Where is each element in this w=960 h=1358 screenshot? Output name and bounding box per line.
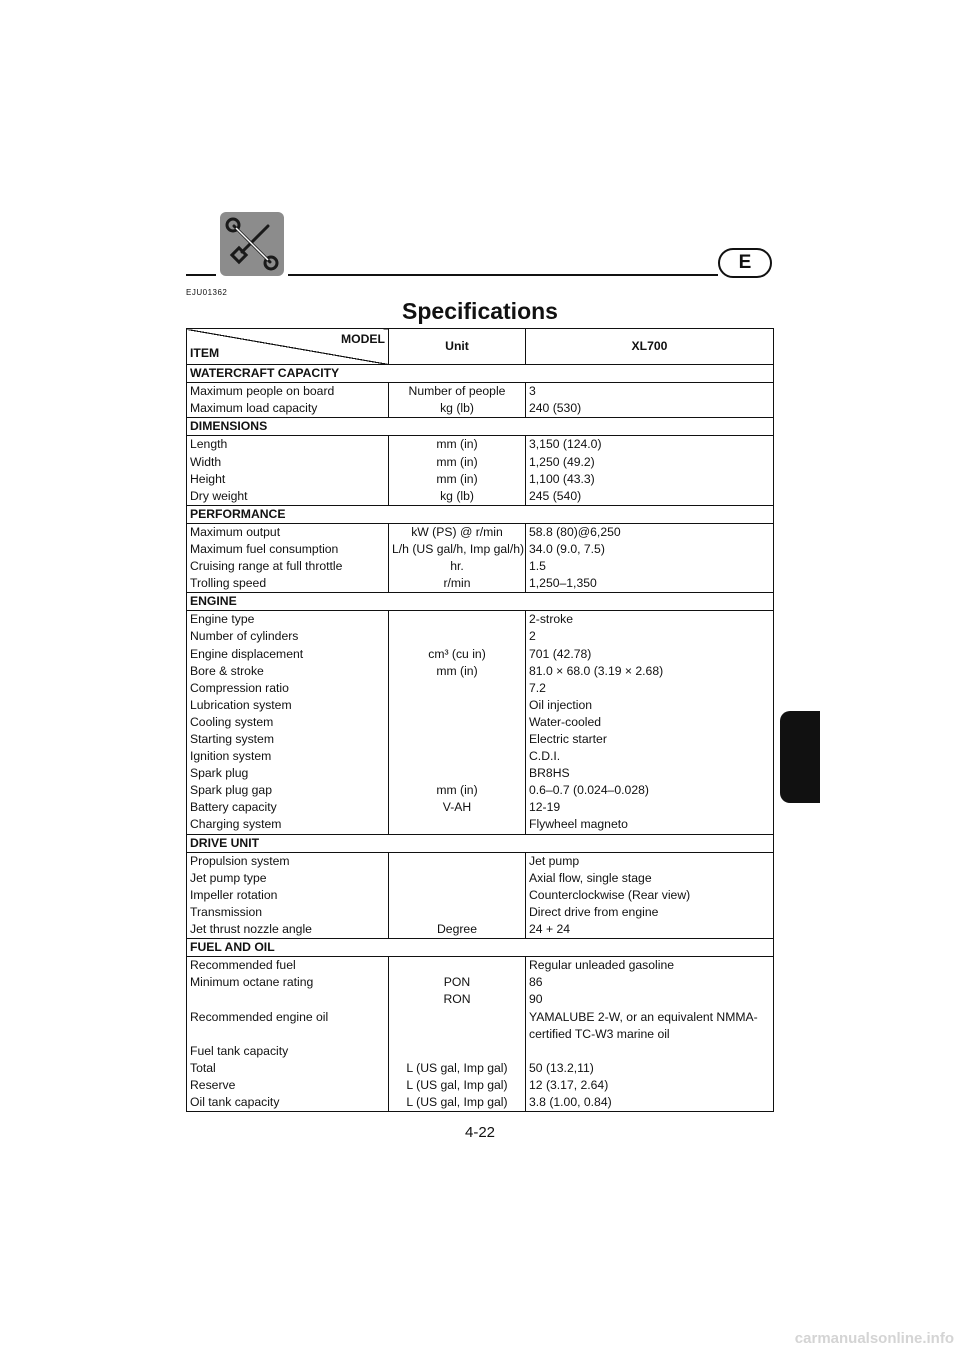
cell-value: 1.5 <box>529 559 546 574</box>
cell-item: Jet pump type <box>187 870 389 887</box>
cell-item: Length <box>187 436 389 454</box>
table-row <box>187 1026 774 1043</box>
cell-item: Battery capacity <box>187 799 389 816</box>
cell-value <box>526 1043 774 1060</box>
page-title: Specifications <box>402 298 558 324</box>
table-row <box>187 957 774 975</box>
cell-value: BR8HS <box>529 766 570 781</box>
table-row <box>187 471 774 488</box>
table-row <box>187 541 774 558</box>
cell-item: Starting system <box>187 731 389 748</box>
table-row <box>187 748 774 765</box>
cell-value: 3,150 (124.0) <box>529 437 602 452</box>
cell-unit <box>389 957 526 975</box>
cell-value: 81.0 × 68.0 (3.19 × 2.68) <box>529 663 664 678</box>
cell-unit <box>389 680 526 697</box>
table-row <box>187 1043 774 1060</box>
cell-value: 3 <box>529 384 536 399</box>
cell-value: 58.8 (80)@6,250 <box>529 524 621 539</box>
cell-value: Flywheel magneto <box>529 817 628 832</box>
table-row <box>187 974 774 991</box>
cell-item: Lubrication system <box>187 697 389 714</box>
cell-value: 12 (3.17, 2.64) <box>529 1077 609 1092</box>
table-row <box>187 765 774 782</box>
cell-value: YAMALUBE 2-W, or an equivalent NMMA- <box>529 1009 758 1024</box>
header-rule-left <box>186 274 216 276</box>
cell-item: Width <box>187 453 389 470</box>
table-row <box>187 991 774 1008</box>
cell-item: Ignition system <box>187 748 389 765</box>
cell-unit: kg (lb) <box>389 488 526 506</box>
table-row <box>187 714 774 731</box>
table-row <box>187 663 774 680</box>
model-name-header: XL700 <box>526 329 774 365</box>
language-badge: E <box>718 248 772 278</box>
cell-item: Reserve <box>187 1077 389 1094</box>
cell-unit <box>389 748 526 765</box>
model-label: MODEL <box>340 332 385 346</box>
table-row <box>187 887 774 904</box>
table-row <box>187 575 774 593</box>
cell-value: 245 (540) <box>529 488 582 503</box>
cell-item <box>187 991 389 1008</box>
cell-item: Cruising range at full throttle <box>187 558 389 575</box>
cell-value: 701 (42.78) <box>529 646 592 661</box>
cell-unit <box>389 765 526 782</box>
page-number: 4-22 <box>464 1124 496 1141</box>
section-row <box>187 418 774 436</box>
cell-unit: mm (in) <box>389 471 526 488</box>
cell-unit: mm (in) <box>389 453 526 470</box>
header-diagonal-cell <box>187 329 389 365</box>
cell-unit: Number of people <box>389 383 526 401</box>
section-title: FUEL AND OIL <box>187 939 774 957</box>
cell-unit <box>389 628 526 645</box>
cell-unit: hr. <box>389 558 526 575</box>
cell-unit <box>389 731 526 748</box>
section-title: DRIVE UNIT <box>187 834 774 852</box>
header-rule-right <box>288 274 718 276</box>
table-row <box>187 488 774 506</box>
cell-unit <box>389 904 526 921</box>
cell-unit <box>389 1026 526 1043</box>
cell-value: 24 + 24 <box>529 922 571 937</box>
section-row <box>187 505 774 523</box>
table-row <box>187 904 774 921</box>
cell-unit: r/min <box>389 575 526 593</box>
cell-item: Spark plug <box>187 765 389 782</box>
cell-value: Oil injection <box>529 697 592 712</box>
document-code: EJU01362 <box>186 288 228 297</box>
cell-value: 86 <box>529 975 543 990</box>
cell-unit: kg (lb) <box>389 400 526 418</box>
table-row <box>187 852 774 870</box>
table-row <box>187 400 774 418</box>
cell-item: Jet thrust nozzle angle <box>187 921 389 939</box>
unit-header: Unit <box>389 329 526 365</box>
cell-item: Height <box>187 471 389 488</box>
cell-unit <box>389 611 526 629</box>
table-row <box>187 436 774 454</box>
cell-item: Spark plug gap <box>187 782 389 799</box>
cell-item: Maximum fuel consumption <box>187 541 389 558</box>
table-row <box>187 1008 774 1025</box>
cell-item: Oil tank capacity <box>187 1094 389 1112</box>
table-row <box>187 1094 774 1112</box>
cell-value: Jet pump <box>529 853 580 868</box>
cell-item: Dry weight <box>187 488 389 506</box>
cell-item: Impeller rotation <box>187 887 389 904</box>
cell-value: certified TC-W3 marine oil <box>529 1026 670 1041</box>
cell-value: 2 <box>529 629 536 644</box>
table-row <box>187 611 774 629</box>
cell-value: 1,250 (49.2) <box>529 454 595 469</box>
table-row <box>187 1060 774 1077</box>
cell-value: 240 (530) <box>529 401 582 416</box>
cell-value: 2-stroke <box>529 612 574 627</box>
item-label: ITEM <box>190 346 220 360</box>
cell-unit: PON <box>389 974 526 991</box>
watermark: carmanualsonline.info <box>794 1330 954 1347</box>
cell-item: Charging system <box>187 816 389 834</box>
cell-item: Recommended engine oil <box>187 1008 389 1025</box>
cell-unit <box>389 1043 526 1060</box>
cell-unit: Degree <box>389 921 526 939</box>
cell-unit: kW (PS) @ r/min <box>389 523 526 541</box>
cell-value: 12-19 <box>529 800 561 815</box>
cell-unit: L/h (US gal/h, Imp gal/h) <box>389 541 526 558</box>
table-row <box>187 1077 774 1094</box>
table-row <box>187 870 774 887</box>
cell-value: 50 (13.2,11) <box>529 1060 594 1075</box>
cell-unit: cm³ (cu in) <box>389 646 526 663</box>
cell-unit: L (US gal, Imp gal) <box>389 1077 526 1094</box>
section-title: ENGINE <box>187 593 774 611</box>
section-title: DIMENSIONS <box>187 418 774 436</box>
chapter-tab <box>780 711 820 803</box>
table-row <box>187 731 774 748</box>
table-row <box>187 628 774 645</box>
cell-item: Maximum output <box>187 523 389 541</box>
cell-item: Maximum people on board <box>187 383 389 401</box>
cell-item: Bore & stroke <box>187 663 389 680</box>
cell-unit: mm (in) <box>389 436 526 454</box>
section-title: PERFORMANCE <box>187 505 774 523</box>
cell-value: 1,100 (43.3) <box>529 471 595 486</box>
table-row <box>187 646 774 663</box>
table-row <box>187 383 774 401</box>
cell-unit <box>389 870 526 887</box>
cell-item: Maximum load capacity <box>187 400 389 418</box>
cell-unit: L (US gal, Imp gal) <box>389 1060 526 1077</box>
table-row <box>187 697 774 714</box>
cell-item: Recommended fuel <box>187 957 389 975</box>
cell-value: 3.8 (1.00, 0.84) <box>529 1094 612 1109</box>
table-row <box>187 816 774 834</box>
cell-item: Transmission <box>187 904 389 921</box>
cell-value: Counterclockwise (Rear view) <box>529 887 691 902</box>
cell-item: Compression ratio <box>187 680 389 697</box>
table-row <box>187 799 774 816</box>
cell-value: C.D.I. <box>529 749 561 764</box>
cell-unit <box>389 816 526 834</box>
table-row <box>187 921 774 939</box>
section-title: WATERCRAFT CAPACITY <box>187 365 774 383</box>
cell-value: 7.2 <box>529 680 546 695</box>
table-header-row <box>187 329 774 365</box>
cell-value: Electric starter <box>529 732 607 747</box>
cell-value: Water-cooled <box>529 714 602 729</box>
section-row <box>187 834 774 852</box>
cell-item: Fuel tank capacity <box>187 1043 389 1060</box>
cell-unit: V-AH <box>389 799 526 816</box>
cell-unit <box>389 1008 526 1025</box>
section-row <box>187 365 774 383</box>
cell-unit: L (US gal, Imp gal) <box>389 1094 526 1112</box>
cell-value: 0.6–0.7 (0.024–0.028) <box>529 783 649 798</box>
cell-value: 90 <box>529 992 543 1007</box>
cell-item: Trolling speed <box>187 575 389 593</box>
cell-value: Direct drive from engine <box>529 904 659 919</box>
cell-unit <box>389 887 526 904</box>
cell-item: Number of cylinders <box>187 628 389 645</box>
cell-item: Minimum octane rating <box>187 974 389 991</box>
tools-icon <box>220 212 284 276</box>
cell-unit <box>389 852 526 870</box>
cell-unit: mm (in) <box>389 663 526 680</box>
section-row <box>187 593 774 611</box>
cell-value: 34.0 (9.0, 7.5) <box>529 541 605 556</box>
cell-item: Cooling system <box>187 714 389 731</box>
cell-item <box>187 1026 389 1043</box>
cell-item: Propulsion system <box>187 852 389 870</box>
section-row <box>187 939 774 957</box>
table-row <box>187 680 774 697</box>
table-row <box>187 523 774 541</box>
cell-item: Engine displacement <box>187 646 389 663</box>
cell-unit: mm (in) <box>389 782 526 799</box>
table-row <box>187 558 774 575</box>
cell-unit: RON <box>389 991 526 1008</box>
cell-value: 1,250–1,350 <box>529 576 597 591</box>
cell-unit <box>389 714 526 731</box>
table-row <box>187 782 774 799</box>
cell-item: Total <box>187 1060 389 1077</box>
table-row <box>187 453 774 470</box>
specifications-table <box>186 328 774 1112</box>
cell-value: Axial flow, single stage <box>529 870 652 885</box>
cell-item: Engine type <box>187 611 389 629</box>
cell-unit <box>389 697 526 714</box>
cell-value: Regular unleaded gasoline <box>529 958 675 973</box>
